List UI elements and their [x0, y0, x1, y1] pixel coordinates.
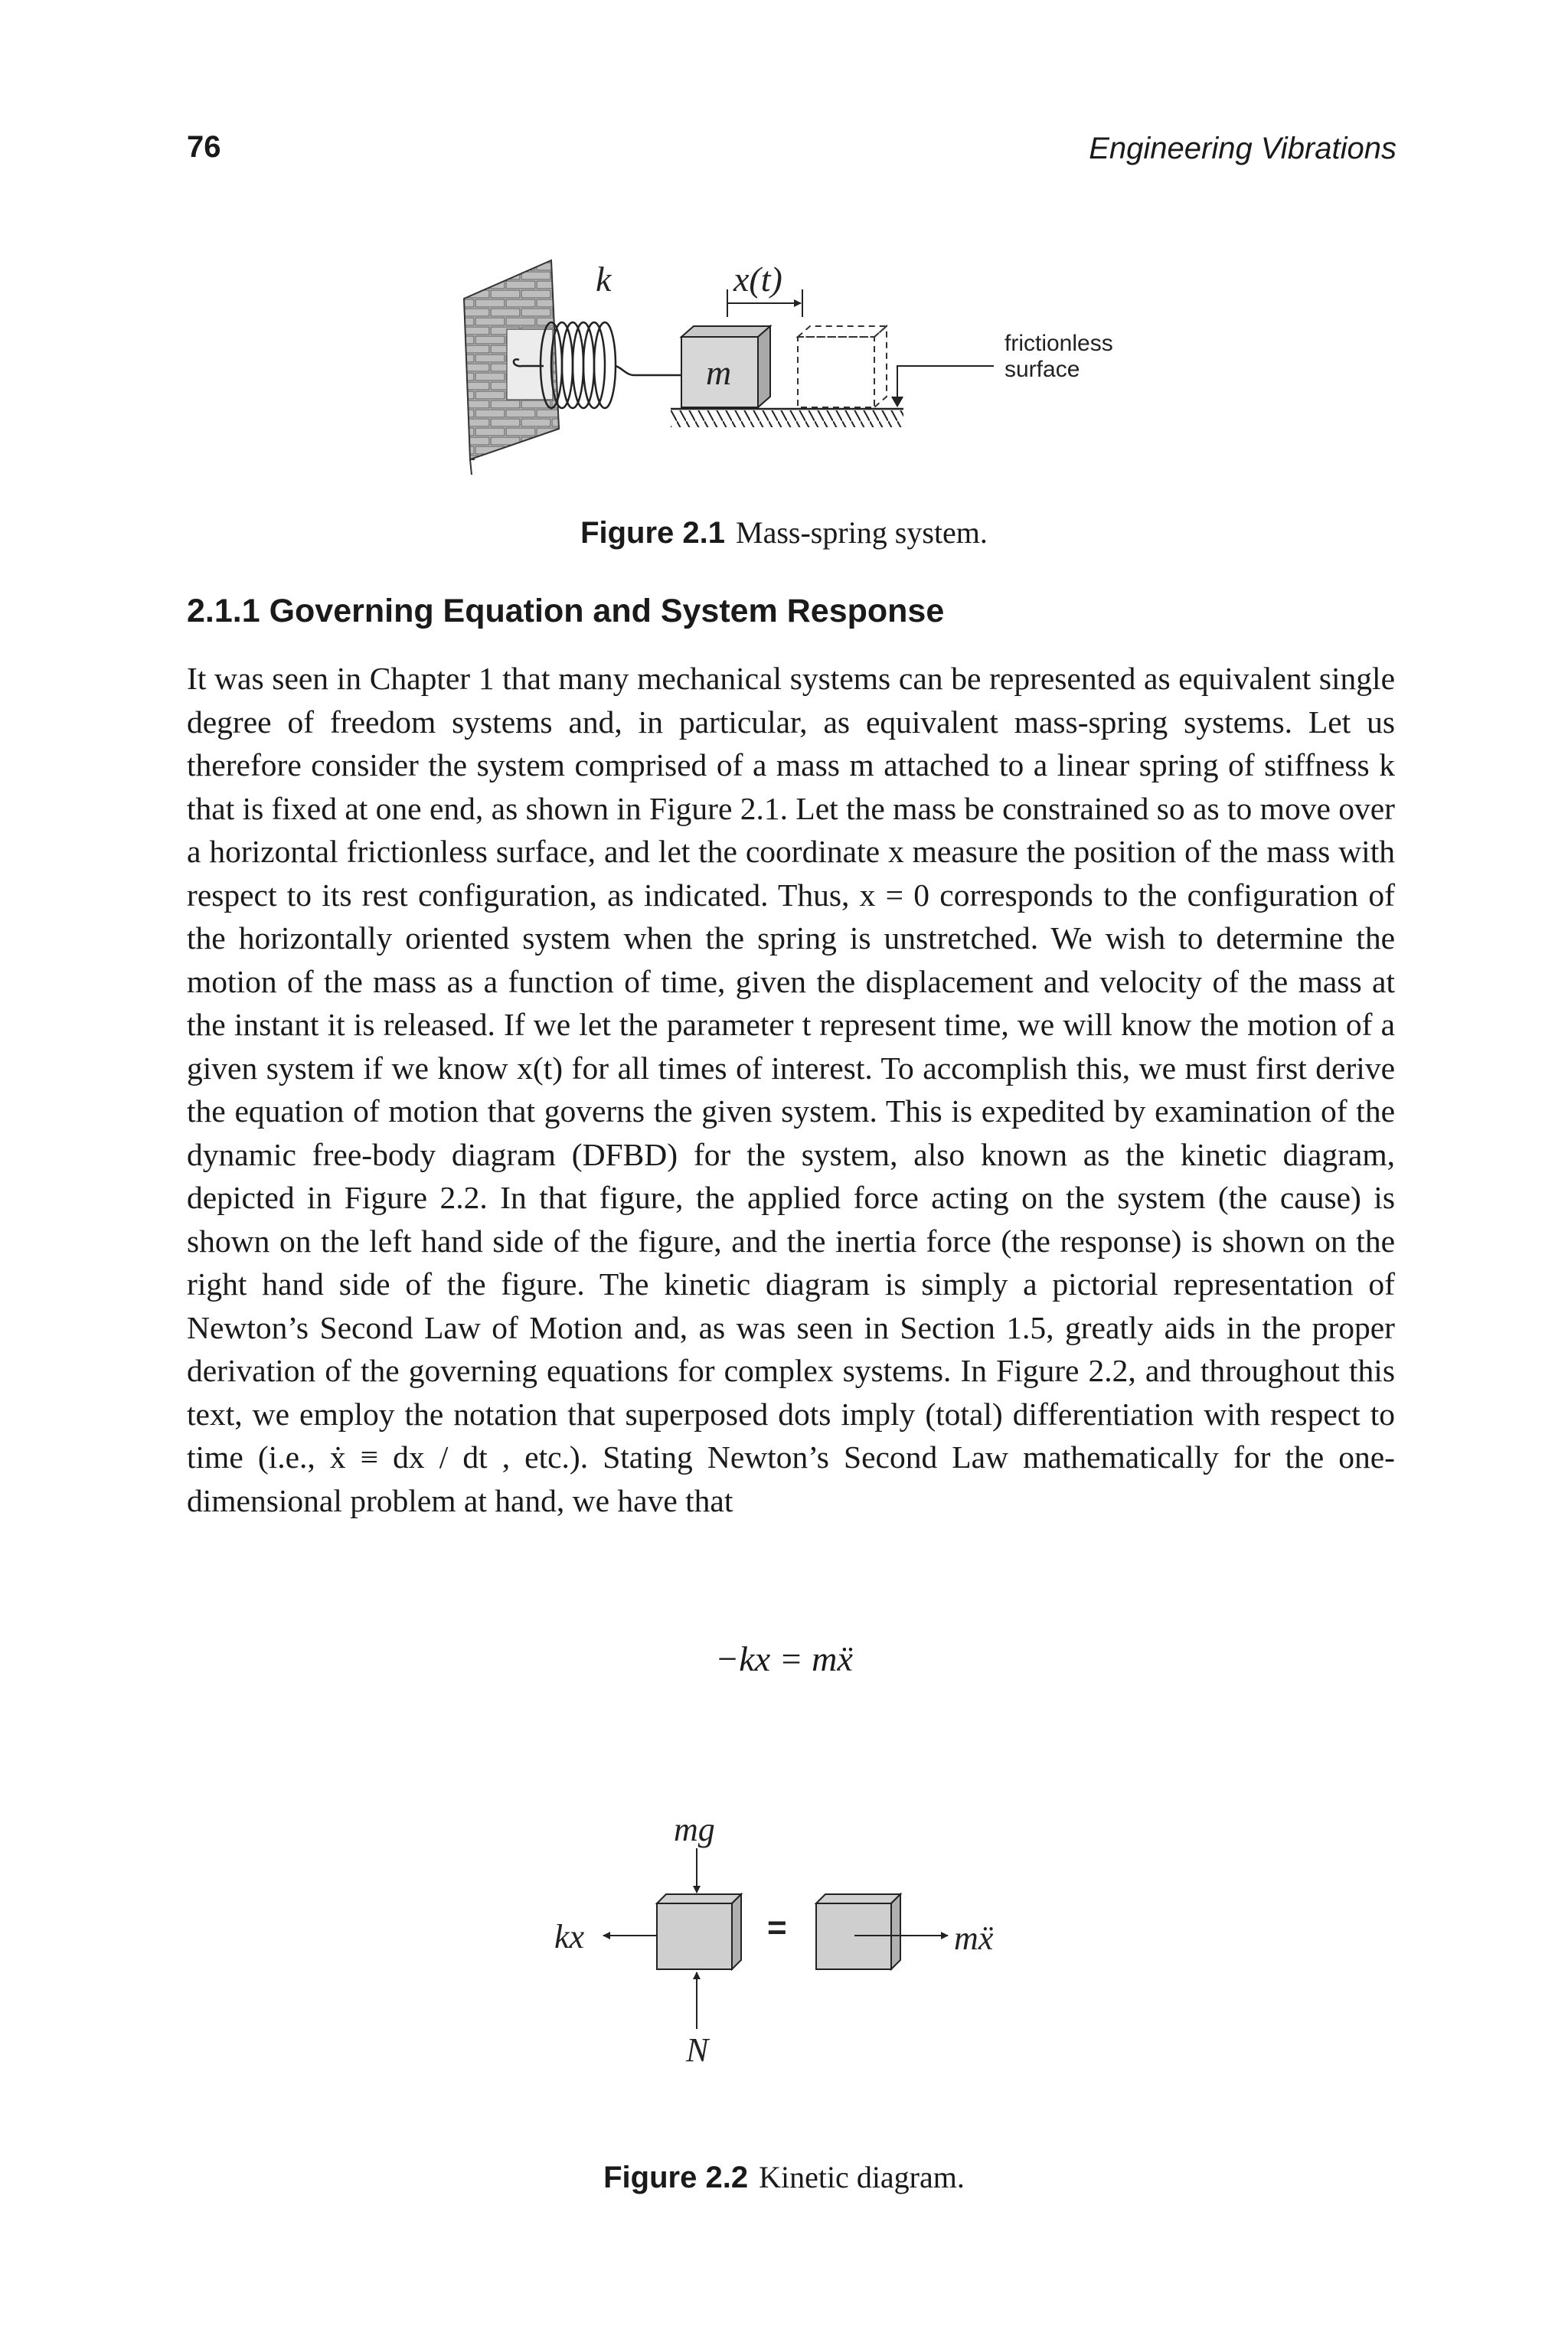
figure-2-2-caption-text: Kinetic diagram. — [759, 2160, 965, 2194]
displaced-block — [798, 326, 887, 407]
figure-kinetic-diagram — [536, 1807, 1057, 2067]
running-head: Engineering Vibrations — [1089, 132, 1396, 165]
spring-label: k — [596, 260, 612, 299]
figure-2-1-caption-label: Figure 2.1 — [580, 516, 726, 550]
dfbd-block — [657, 1894, 741, 1969]
figure-mass-spring — [429, 253, 1164, 482]
weight-label: mg — [674, 1811, 715, 1848]
body-paragraph — [187, 657, 1395, 1522]
equals-sign: = — [767, 1909, 787, 1946]
spring-force-label: kx — [554, 1918, 585, 1955]
frictionless-surface — [671, 409, 903, 427]
figure-2-1-caption — [0, 515, 1568, 551]
inertia-label: mẍ — [954, 1919, 994, 1957]
surface-label-line2: surface — [1004, 357, 1080, 382]
surface-label-line1: frictionless — [1004, 331, 1113, 356]
figure-2-1-caption-text: Mass-spring system. — [736, 515, 988, 550]
page-number: 76 — [187, 130, 221, 164]
surface-leader — [892, 366, 994, 406]
figure-2-2-caption-label: Figure 2.2 — [603, 2161, 749, 2194]
displacement-label: x(t) — [733, 260, 782, 299]
figure-2-2-caption — [0, 2159, 1568, 2195]
mass-label: m — [706, 353, 732, 392]
wall — [464, 260, 559, 475]
normal-force-label: N — [686, 2031, 709, 2067]
section-heading: 2.1.1 Governing Equation and System Response — [187, 593, 945, 629]
kinetic-block — [816, 1894, 900, 1969]
paragraph-text: It was seen in Chapter 1 that many mechanical systems can be represented as equivalent single degree of freedom systems and, in particular, as equivalent mass-spring systems. Let us therefore consider the system comprised of a mass m attached to a linear spring of stiffness k that is fixed at one end, as shown in Figure 2.1. Let the mass be constrained so as to move over a horizontal frictionless surface, and let the coordinate x measure the position of the mass with respect to its rest configuration, as indicated. Thus, x = 0 corresponds to the configuration of the horizontally oriented system when the spring is unstretched. We wish to determine the motion of the mass as a function of time, given the displacement and velocity of the mass at the instant it is released. If we let the parameter t represent time, we will know the motion of a given system if we know x(t) for all times of interest. To accomplish this, we must first derive the equation of motion that governs the given system. This is expedited by examination of the dynamic free-body diagram (DFBD) for the system, also known as the kinetic diagram, depicted in Figure 2.2. In that figure, the applied force acting on the system (the cause) is shown on the left hand side of the figure, and the inertia force (the response) is shown on the right hand side of the figure. The kinetic diagram is simply a pictorial representation of Newton’s Second Law of Motion and, as was seen in Section 1.5, greatly aids in the proper derivation of the governing equations for complex systems. In Figure 2.2, and throughout this text, we employ the notation that superposed dots imply (total) differentiation with respect to time (i.e., ẋ ≡ dx / dt , etc.). Stating Newton’s Second Law mathematically for the one-dimensional problem at hand, we have that — [187, 661, 1395, 1518]
equation: −kx = mẍ — [715, 1639, 853, 1678]
